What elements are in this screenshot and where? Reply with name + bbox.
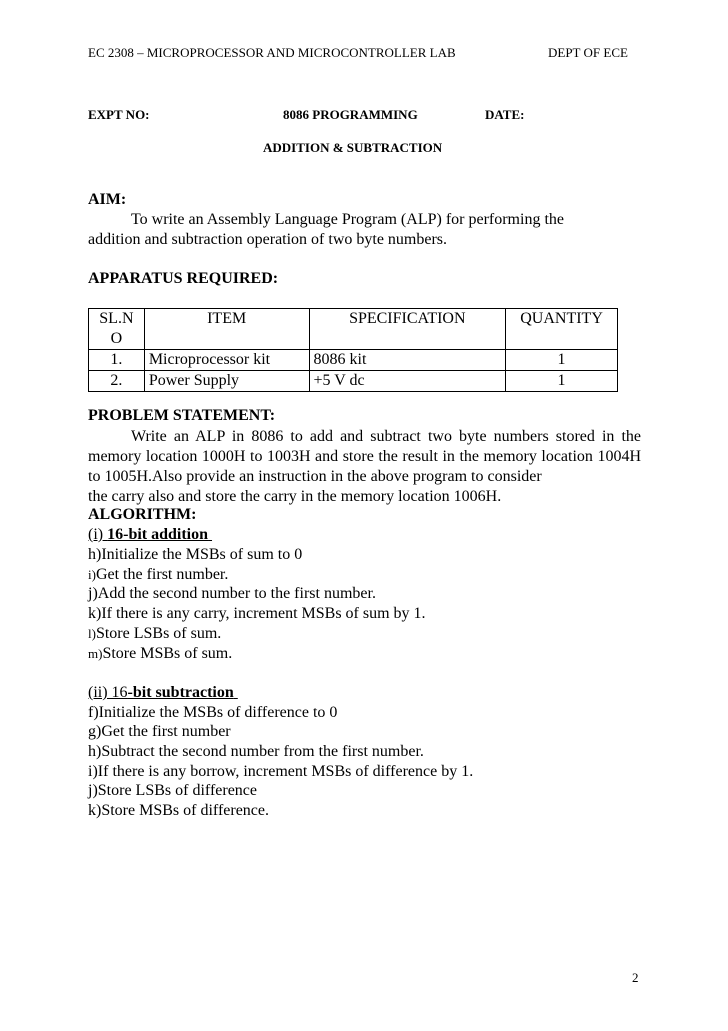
apparatus-table	[88, 308, 618, 392]
subtraction-step: k)Store MSBs of difference.	[88, 802, 269, 819]
table-cell: 2.	[89, 371, 145, 392]
aim-line-1: To write an Assembly Language Program (ALP) for performing the	[131, 211, 564, 228]
problem-body: Write an ALP in 8086 to add and subtract two byte numbers stored in the memory location 1000H to 1003H and store the result in the memory location 1004H to 1005H.Also provide an instruction in the above program to consider	[88, 428, 641, 485]
addition-title	[88, 526, 212, 544]
table-cell: Power Supply	[144, 371, 309, 392]
table-cell: 1.	[89, 350, 145, 371]
table-row	[89, 350, 618, 371]
subtraction-step: g)Get the first number	[88, 723, 231, 740]
table-row	[89, 371, 618, 392]
addition-step: l)Store LSBs of sum.	[88, 625, 222, 642]
subtraction-step: i)If there is any borrow, increment MSBs of difference by 1.	[88, 763, 474, 780]
aim-heading: AIM:	[88, 191, 127, 208]
subtraction-title	[88, 684, 238, 702]
table-cell: +5 V dc	[309, 371, 506, 392]
table-cell: Microprocessor kit	[144, 350, 309, 371]
addition-step: m)Store MSBs of sum.	[88, 645, 233, 662]
addition-prefix: (i)	[88, 526, 108, 543]
column-header-quantity: QUANTITY	[506, 309, 618, 350]
expt-no-label: EXPT NO:	[88, 107, 150, 122]
dept-header: DEPT OF ECE	[548, 45, 628, 60]
subtraction-prefix: (ii) 16	[88, 684, 128, 701]
apparatus-heading: APPARATUS REQUIRED:	[88, 270, 279, 287]
column-header-slno: SL.N O	[89, 309, 145, 350]
column-header-item: ITEM	[144, 309, 309, 350]
table-header-row	[89, 309, 618, 350]
addition-title-text: 16-bit addition	[107, 526, 209, 543]
subtraction-step: h)Subtract the second number from the first number.	[88, 743, 424, 760]
addition-step: i)Get the first number.	[88, 566, 229, 583]
addition-step: k)If there is any carry, increment MSBs of sum by 1.	[88, 605, 426, 622]
addition-step: h)Initialize the MSBs of sum to 0	[88, 546, 303, 563]
subtraction-step: f)Initialize the MSBs of difference to 0	[88, 704, 338, 721]
expt-title: 8086 PROGRAMMING	[283, 107, 418, 122]
problem-text	[88, 427, 641, 507]
subtraction-title-text: -bit subtraction	[127, 684, 234, 701]
problem-heading: PROBLEM STATEMENT:	[88, 407, 276, 424]
page-number: 2	[632, 970, 639, 985]
addition-step: j)Add the second number to the first number.	[88, 585, 376, 602]
column-header-specification: SPECIFICATION	[309, 309, 506, 350]
aim-line-2: addition and subtraction operation of two byte numbers.	[88, 231, 448, 248]
table-cell: 1	[506, 371, 618, 392]
algorithm-heading: ALGORITHM:	[88, 506, 197, 523]
table-cell: 1	[506, 350, 618, 371]
problem-last-line: the carry also and store the carry in the memory location 1006H.	[88, 488, 502, 505]
course-header: EC 2308 – MICROPROCESSOR AND MICROCONTROLLER LAB	[88, 45, 456, 60]
date-label: DATE:	[485, 107, 525, 122]
table-cell: 8086 kit	[309, 350, 506, 371]
subtraction-step: j)Store LSBs of difference	[88, 782, 257, 799]
expt-subtitle: ADDITION & SUBTRACTION	[263, 140, 443, 155]
